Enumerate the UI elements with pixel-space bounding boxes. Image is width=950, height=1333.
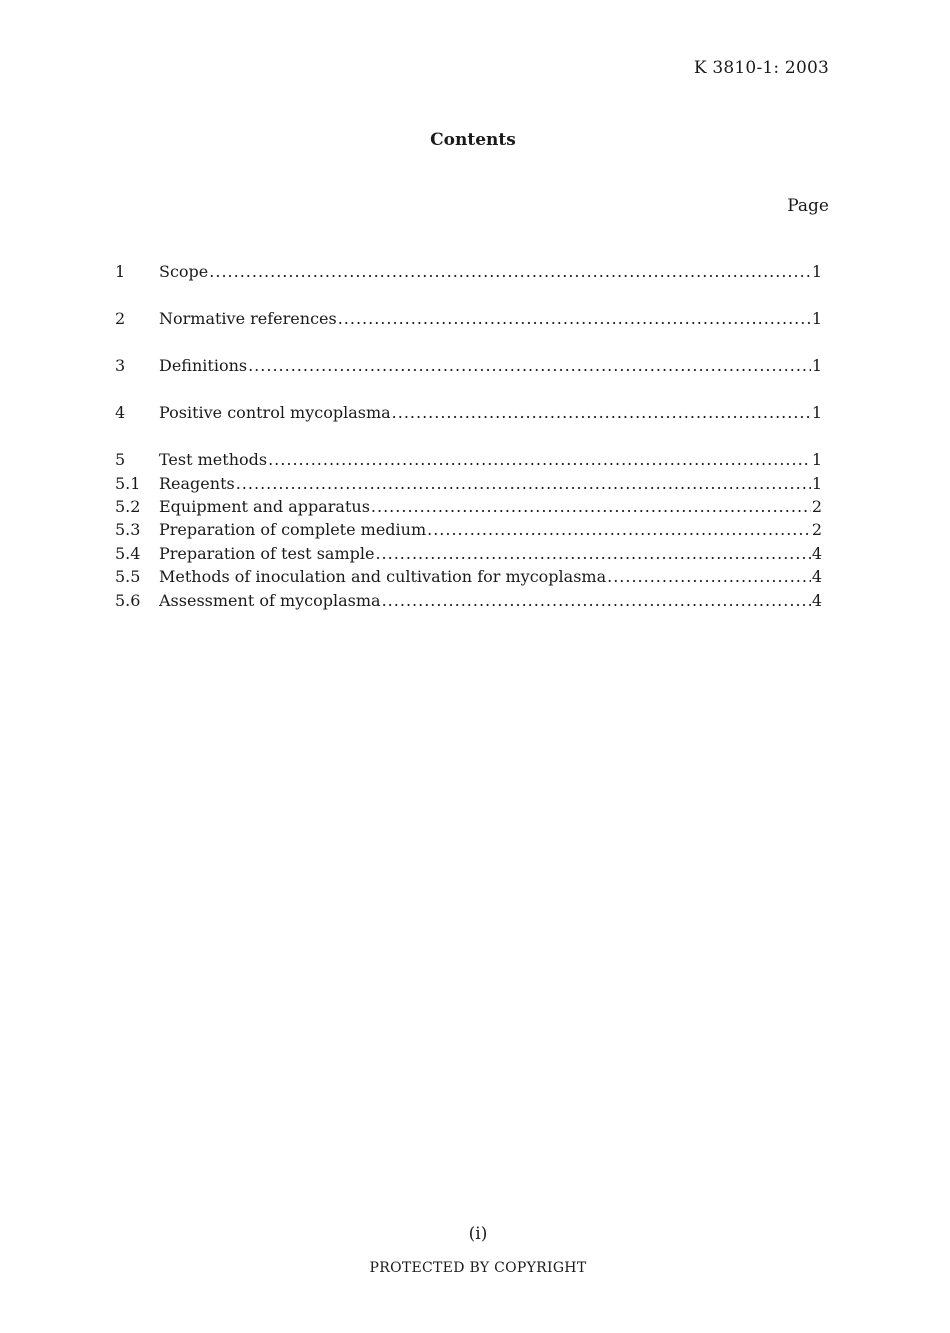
toc-dot-leader (248, 355, 811, 377)
toc-section-title: Equipment and apparatus (159, 497, 370, 516)
toc-dot-leader (392, 402, 811, 424)
toc-section-number: 3 (115, 356, 126, 375)
toc-entry-5-4[interactable] (115, 543, 822, 565)
toc-dot-leader (371, 496, 811, 518)
toc-dot-leader (338, 308, 811, 330)
toc-page-number: 4 (811, 591, 822, 610)
toc-section-number: 5.1 (115, 474, 141, 493)
toc-section-title: Test methods (159, 450, 268, 469)
toc-section-number: 5.5 (115, 567, 141, 586)
toc-section-number: 5.2 (115, 497, 141, 516)
toc-section-title: Preparation of complete medium (159, 520, 427, 539)
toc-page-number: 2 (811, 520, 822, 539)
page-title: Contents (430, 130, 516, 150)
toc-entry-1[interactable] (115, 261, 822, 283)
toc-page-number: 1 (811, 474, 822, 493)
toc-page-number: 1 (811, 450, 822, 469)
toc-dot-leader (375, 543, 810, 565)
toc-entry-5-1[interactable] (115, 473, 822, 495)
page-column-label: Page (787, 196, 829, 216)
toc-entry-4[interactable] (115, 402, 822, 424)
toc-page-number: 2 (811, 497, 822, 516)
toc-dot-leader (382, 590, 811, 612)
footer-page-number: (i) (468, 1224, 488, 1244)
toc-dot-leader (268, 449, 811, 471)
toc-section-title: Preparation of test sample (159, 544, 375, 563)
toc-section-title: Assessment of mycoplasma (159, 591, 381, 610)
toc-entry-5-2[interactable] (115, 496, 822, 518)
toc-entry-5-3[interactable] (115, 519, 822, 541)
document-id: K 3810-1: 2003 (693, 58, 829, 78)
toc-section-number: 5 (115, 450, 126, 469)
toc-section-title: Scope (159, 262, 209, 281)
toc-dot-leader (427, 519, 811, 541)
toc-dot-leader (236, 473, 811, 495)
toc-entry-5-5[interactable] (115, 566, 822, 588)
toc-page-number: 1 (811, 309, 822, 328)
toc-section-number: 2 (115, 309, 126, 328)
toc-entry-2[interactable] (115, 308, 822, 330)
toc-section-title: Positive control mycoplasma (159, 403, 391, 422)
toc-dot-leader (607, 566, 811, 588)
toc-entry-5-6[interactable] (115, 590, 822, 612)
toc-section-number: 5.6 (115, 591, 141, 610)
toc-section-number: 4 (115, 403, 126, 422)
toc-page-number: 1 (811, 262, 822, 281)
toc-page-number: 1 (811, 356, 822, 375)
toc-section-title: Definitions (159, 356, 248, 375)
toc-page-number: 4 (811, 544, 822, 563)
toc-section-number: 1 (115, 262, 126, 281)
copyright-notice: PROTECTED BY COPYRIGHT (369, 1260, 587, 1276)
toc-dot-leader (209, 261, 811, 283)
toc-section-number: 5.3 (115, 520, 141, 539)
toc-page-number: 1 (811, 403, 822, 422)
toc-section-title: Reagents (159, 474, 235, 493)
toc-page-number: 4 (811, 567, 822, 586)
toc-entry-5[interactable] (115, 449, 822, 471)
toc-section-title: Normative references (159, 309, 337, 328)
toc-entry-3[interactable] (115, 355, 822, 377)
toc-section-title: Methods of inoculation and cultivation for mycoplasma (159, 567, 607, 586)
toc-section-number: 5.4 (115, 544, 141, 563)
